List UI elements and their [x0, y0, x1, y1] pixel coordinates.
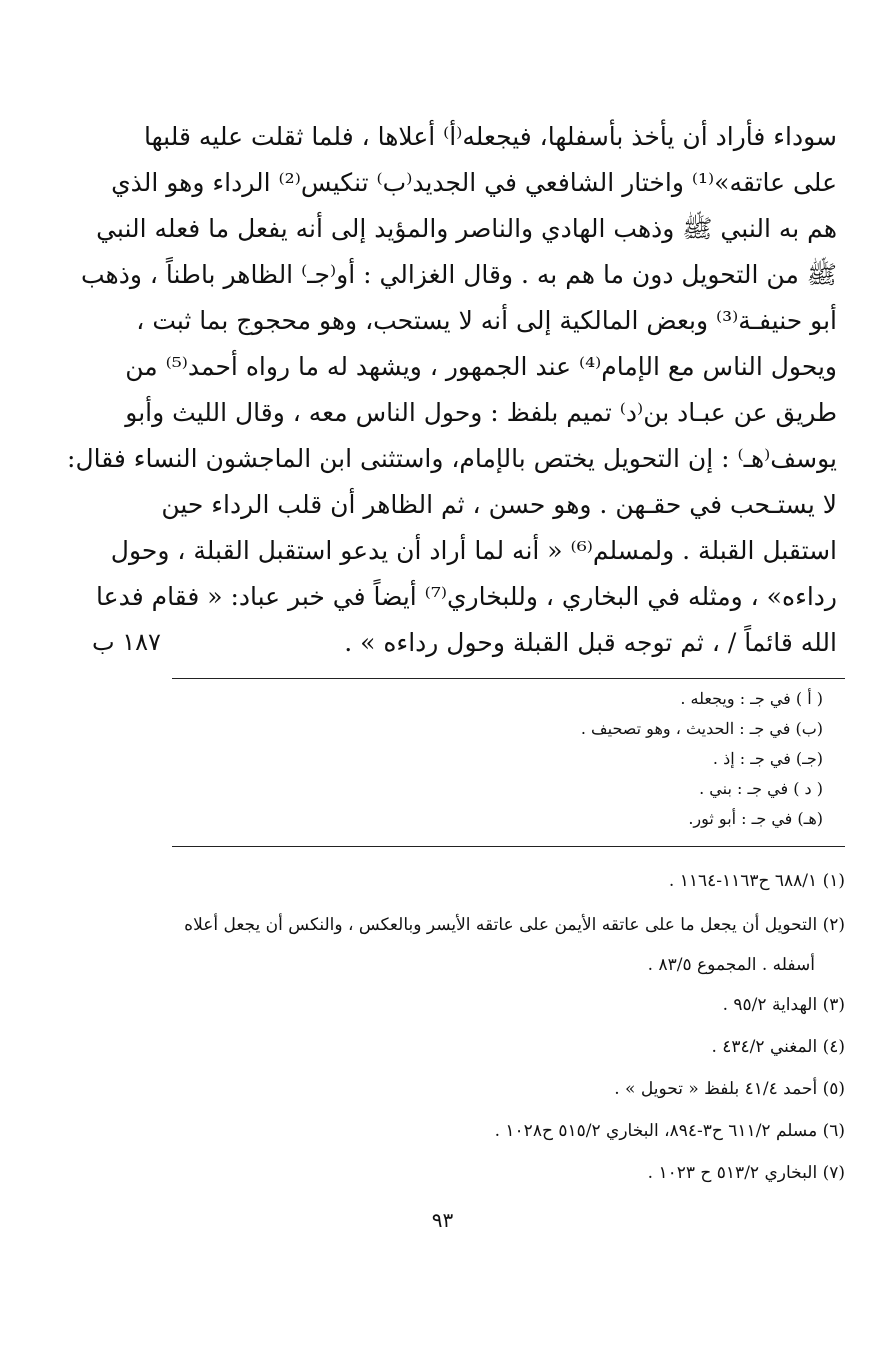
main-text-line: رداءه» ، ومثله في البخاري ، وللبخاري⁽⁷⁾ أيضاً في خبر عباد: « فقام فدعا: [96, 582, 837, 611]
main-text-line: سوداء فأراد أن يأخذ بأسفلها، فيجعله⁽أ⁾ أعلاها ، فلما ثقلت عليه قلبها: [144, 122, 837, 151]
footnote: (٢) التحويل أن يجعل ما على عاتقه الأيمن على عاتقه الأيسر وبالعكس ، والنكس أن يجعل أعلاه: [184, 915, 845, 935]
main-text-line: استقبل القبلة . ولمسلم⁽⁶⁾ « أنه لما أراد أن يدعو استقبل القبلة ، وحول: [110, 536, 837, 565]
main-text-line: لا يستـحب في حقـهن . وهو حسن ، ثم الظاهر أن قلب الرداء حين: [161, 490, 837, 519]
variant-note: (ب) في جـ : الحديث ، وهو تصحيف .: [580, 719, 823, 738]
variant-note: ( أ ) في جـ : ويجعله .: [680, 689, 823, 708]
footnote: (٥) أحمد ٤١/٤ بلفظ « تحويل » .: [614, 1079, 845, 1099]
footnote: (٧) البخاري ٥١٣/٢ ح ١٠٢٣ .: [647, 1163, 845, 1183]
main-text-line: هم به النبي ﷺ وذهب الهادي والناصر والمؤيد إلى أنه يفعل ما فعله النبي: [96, 214, 837, 243]
main-text-line: أبو حنيفـة⁽³⁾ وبعض المالكية إلى أنه لا يستحب، وهو محجوج بما ثبت ،: [136, 306, 837, 335]
main-text-line: طريق عن عبـاد بن⁽د⁾ تميم بلفظ : وحول الناس معه ، وقال الليث وأبو: [125, 398, 837, 427]
main-text-line: يوسف⁽هـ⁾ : إن التحويل يختص بالإمام، واستثنى ابن الماجشون النساء فقال:: [67, 444, 837, 473]
footnote: (٣) الهداية ٩٥/٢ .: [722, 995, 845, 1015]
footnote: (٤) المغني ٤٣٤/٢ .: [711, 1037, 845, 1057]
footnote-continuation: أسفله . المجموع ٨٣/٥ .: [647, 955, 815, 975]
variant-note: (هـ) في جـ : أبو ثور.: [688, 809, 823, 828]
manuscript-folio-note: ١٨٧ ب: [92, 628, 161, 656]
main-text-line: على عاتقه»⁽¹⁾ واختار الشافعي في الجديد⁽ب⁾ تنكيس⁽²⁾ الرداء وهو الذي: [111, 168, 837, 197]
main-text-line: الله قائماً / ، ثم توجه قبل القبلة وحول رداءه » .: [344, 628, 837, 657]
page-number: ٩٣: [431, 1208, 454, 1232]
main-text-line: ويحول الناس مع الإمام⁽⁴⁾ عند الجمهور ، ويشهد له ما رواه أحمد⁽⁵⁾ من: [125, 352, 837, 381]
footnote: (٦) مسلم ٦١١/٢ ح٣-٨٩٤، البخاري ٥١٥/٢ ح١٠٢٨ .: [494, 1121, 845, 1141]
separator-rule: [172, 678, 845, 679]
separator-rule: [172, 846, 845, 847]
main-text-line: ﷺ من التحويل دون ما هم به . وقال الغزالي : أو⁽جـ⁾ الظاهر باطناً ، وذهب: [80, 260, 837, 289]
variant-note: ( د ) في جـ : بني .: [699, 779, 823, 798]
footnote: (١) ٦٨٨/١ ح١١٦٣-١١٦٤ .: [668, 871, 845, 891]
variant-note: (جـ) في جـ : إذ .: [712, 749, 823, 768]
